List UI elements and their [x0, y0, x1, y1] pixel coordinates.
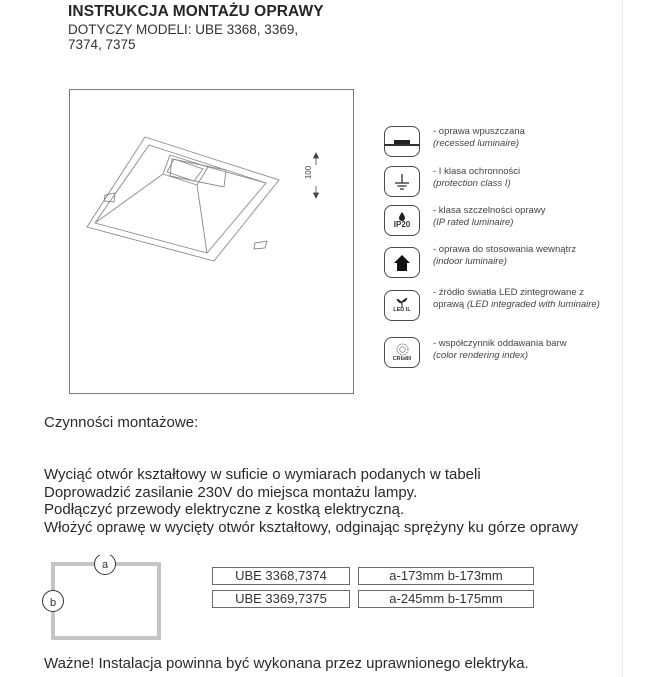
model-cell: UBE 3369,7375: [212, 590, 350, 608]
legend-item-ip-rating: [384, 205, 603, 236]
legend-text-pl: - źródło światła LED zintegrowane z oprawą: [433, 287, 585, 310]
height-dimension: [314, 153, 319, 198]
ip-rating-label: IP20: [393, 220, 411, 229]
dimensions-table: [212, 567, 534, 613]
reflector-edge: [208, 167, 266, 183]
table-row: [212, 590, 534, 608]
legend-text-en: (indoor luminaire): [433, 256, 507, 267]
instructions-heading: Czynności montażowe:: [44, 414, 199, 431]
spring-right: [254, 241, 267, 249]
legend-text-en: (IP rated luminaire): [433, 217, 514, 228]
luminaire-drawing-frame: [69, 89, 354, 394]
luminaire-drawing: [70, 90, 355, 395]
legend-text-pl: - współczynnik oddawania barw: [433, 338, 567, 349]
protection-class-icon: [384, 166, 420, 197]
ip-rating-icon: [384, 205, 420, 236]
instruction-step: Podłączyć przewody elektryczne z kostką elektryczną.: [44, 501, 405, 518]
legend-text-en: (protection class I): [433, 178, 511, 189]
leaf-icon: [396, 298, 408, 307]
legend-text-en: (color rendering index): [433, 350, 529, 361]
color-rendering-icon: [384, 337, 420, 368]
legend-item-protection-class: [384, 166, 603, 197]
legend-text-en: (recessed luminaire): [433, 138, 520, 149]
ground-symbol-icon: [392, 172, 412, 192]
legend-text-pl: - I klasa ochronności: [433, 166, 521, 177]
legend-item-recessed: [384, 126, 603, 157]
safety-warning: Ważne! Instalacja powinna być wykonana przez uprawnionego elektryka.: [44, 655, 529, 672]
models-line: DOTYCZY MODELI: UBE 3368, 3369, 7374, 7375: [68, 22, 299, 52]
legend-text-pl: - oprawa wpuszczana: [433, 126, 525, 137]
table-row: [212, 567, 534, 585]
document-title: INSTRUKCJA MONTAŻU OPRAWY: [68, 3, 324, 20]
legend-text-pl: - oprawa do stosowania wewnątrz: [433, 244, 577, 255]
cutout-rectangle: [40, 555, 170, 655]
legend-text-en: (LED integraded with luminaire): [466, 299, 600, 310]
led-integrated-icon: [384, 290, 420, 321]
size-cell: a-245mm b-175mm: [358, 590, 534, 608]
legend-item-cri: [384, 337, 603, 368]
cutout-diagram: [40, 555, 170, 655]
cutout-label-b: b: [49, 597, 57, 609]
instruction-step: Doprowadzić zasilanie 230V do miejsca montażu lampy.: [44, 483, 418, 501]
height-dimension-label: 100: [304, 165, 314, 180]
model-cell: UBE 3368,7374: [212, 567, 350, 585]
legend-item-indoor: [384, 244, 603, 278]
recessed-luminaire-icon: [384, 126, 420, 157]
cutout-label-a: a: [101, 559, 109, 571]
instruction-steps: [44, 466, 578, 536]
page-edge-divider: [622, 0, 623, 677]
legend-text-pl: - klasa szczelności oprawy: [433, 205, 546, 216]
led-il-label: LED IL: [393, 307, 411, 313]
instruction-step: Włożyć oprawę w wycięty otwór kształtowy, odginając sprężyny ku górze oprawy: [44, 518, 579, 536]
legend-item-led: [384, 287, 603, 321]
top-aperture-inner: [167, 159, 203, 181]
top-aperture: [163, 155, 208, 185]
color-wheel-icon: [396, 343, 409, 356]
cri-label: CRI≥80: [392, 356, 412, 362]
instruction-step: Wyciąć otwór kształtowy w suficie o wymiarach podanych w tabeli: [44, 466, 481, 483]
indoor-icon: [384, 247, 420, 278]
house-icon: [393, 254, 411, 272]
reflector-edge: [197, 185, 207, 253]
size-cell: a-173mm b-173mm: [358, 567, 534, 585]
